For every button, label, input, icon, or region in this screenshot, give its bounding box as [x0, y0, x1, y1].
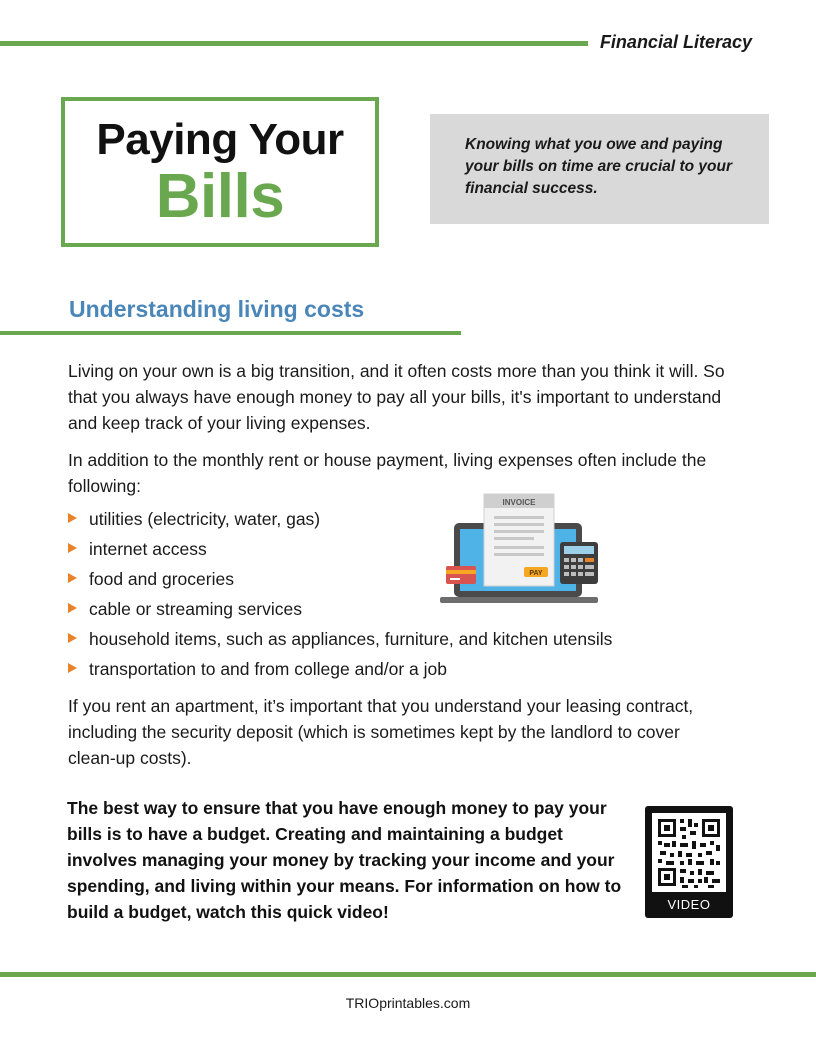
paragraph-expenses-intro: In addition to the monthly rent or house payment, living expenses often include the following: [68, 450, 707, 496]
list-item-text: utilities (electricity, water, gas) [89, 509, 321, 529]
arrow-bullet-icon [68, 633, 77, 643]
footer-site: TRIOprintables.com [345, 995, 471, 1011]
laptop-invoice-illustration [440, 490, 600, 608]
list-item [68, 656, 612, 686]
section-rule [0, 331, 461, 335]
qr-video-label: VIDEO [667, 897, 711, 912]
paragraph-living-costs: Living on your own is a big transition, and it often costs more than you think it will. So that you always have enough money to pay all your bills, it's important to understand and keep track of your living expenses. [68, 361, 725, 433]
section-heading: Understanding living costs [69, 296, 365, 322]
list-item-text: household items, such as appliances, furniture, and kitchen utensils [89, 629, 613, 649]
arrow-bullet-icon [68, 573, 77, 583]
arrow-bullet-icon [68, 543, 77, 553]
list-item-text: food and groceries [89, 569, 234, 589]
intro-callout: Knowing what you owe and paying your bills on time are crucial to your financial success. [430, 114, 769, 224]
budget-note: The best way to ensure that you have enough money to pay your bills is to have a budget. Creating and maintaining a budget involves managing your money by tracking your income and your spending, and living within your means. For information on how to build a budget, watch this quick video! [67, 798, 622, 922]
category-label: Financial Literacy [599, 32, 752, 52]
arrow-bullet-icon [68, 603, 77, 613]
paragraph-leasing: If you rent an apartment, it’s important that you understand your leasing contract, including the security deposit (which is sometimes kept by the landlord to cover clean-up costs). [68, 696, 694, 768]
bottom-rule [0, 972, 816, 977]
list-item [68, 626, 612, 656]
invoice-label: INVOICE [502, 498, 536, 507]
qr-code-icon [652, 813, 726, 892]
list-item-text: transportation to and from college and/or a job [89, 659, 447, 679]
video-qr-card[interactable] [645, 806, 733, 918]
list-item-text: cable or streaming services [89, 599, 302, 619]
arrow-bullet-icon [68, 513, 77, 523]
credit-card-icon [446, 566, 476, 584]
arrow-bullet-icon [68, 663, 77, 673]
page-title-line1: Paying Your [96, 115, 344, 164]
title-box [61, 97, 379, 247]
pay-label: PAY [529, 570, 543, 577]
list-item-text: internet access [89, 539, 207, 559]
top-rule [0, 41, 588, 46]
page-title-line2: Bills [155, 162, 285, 231]
